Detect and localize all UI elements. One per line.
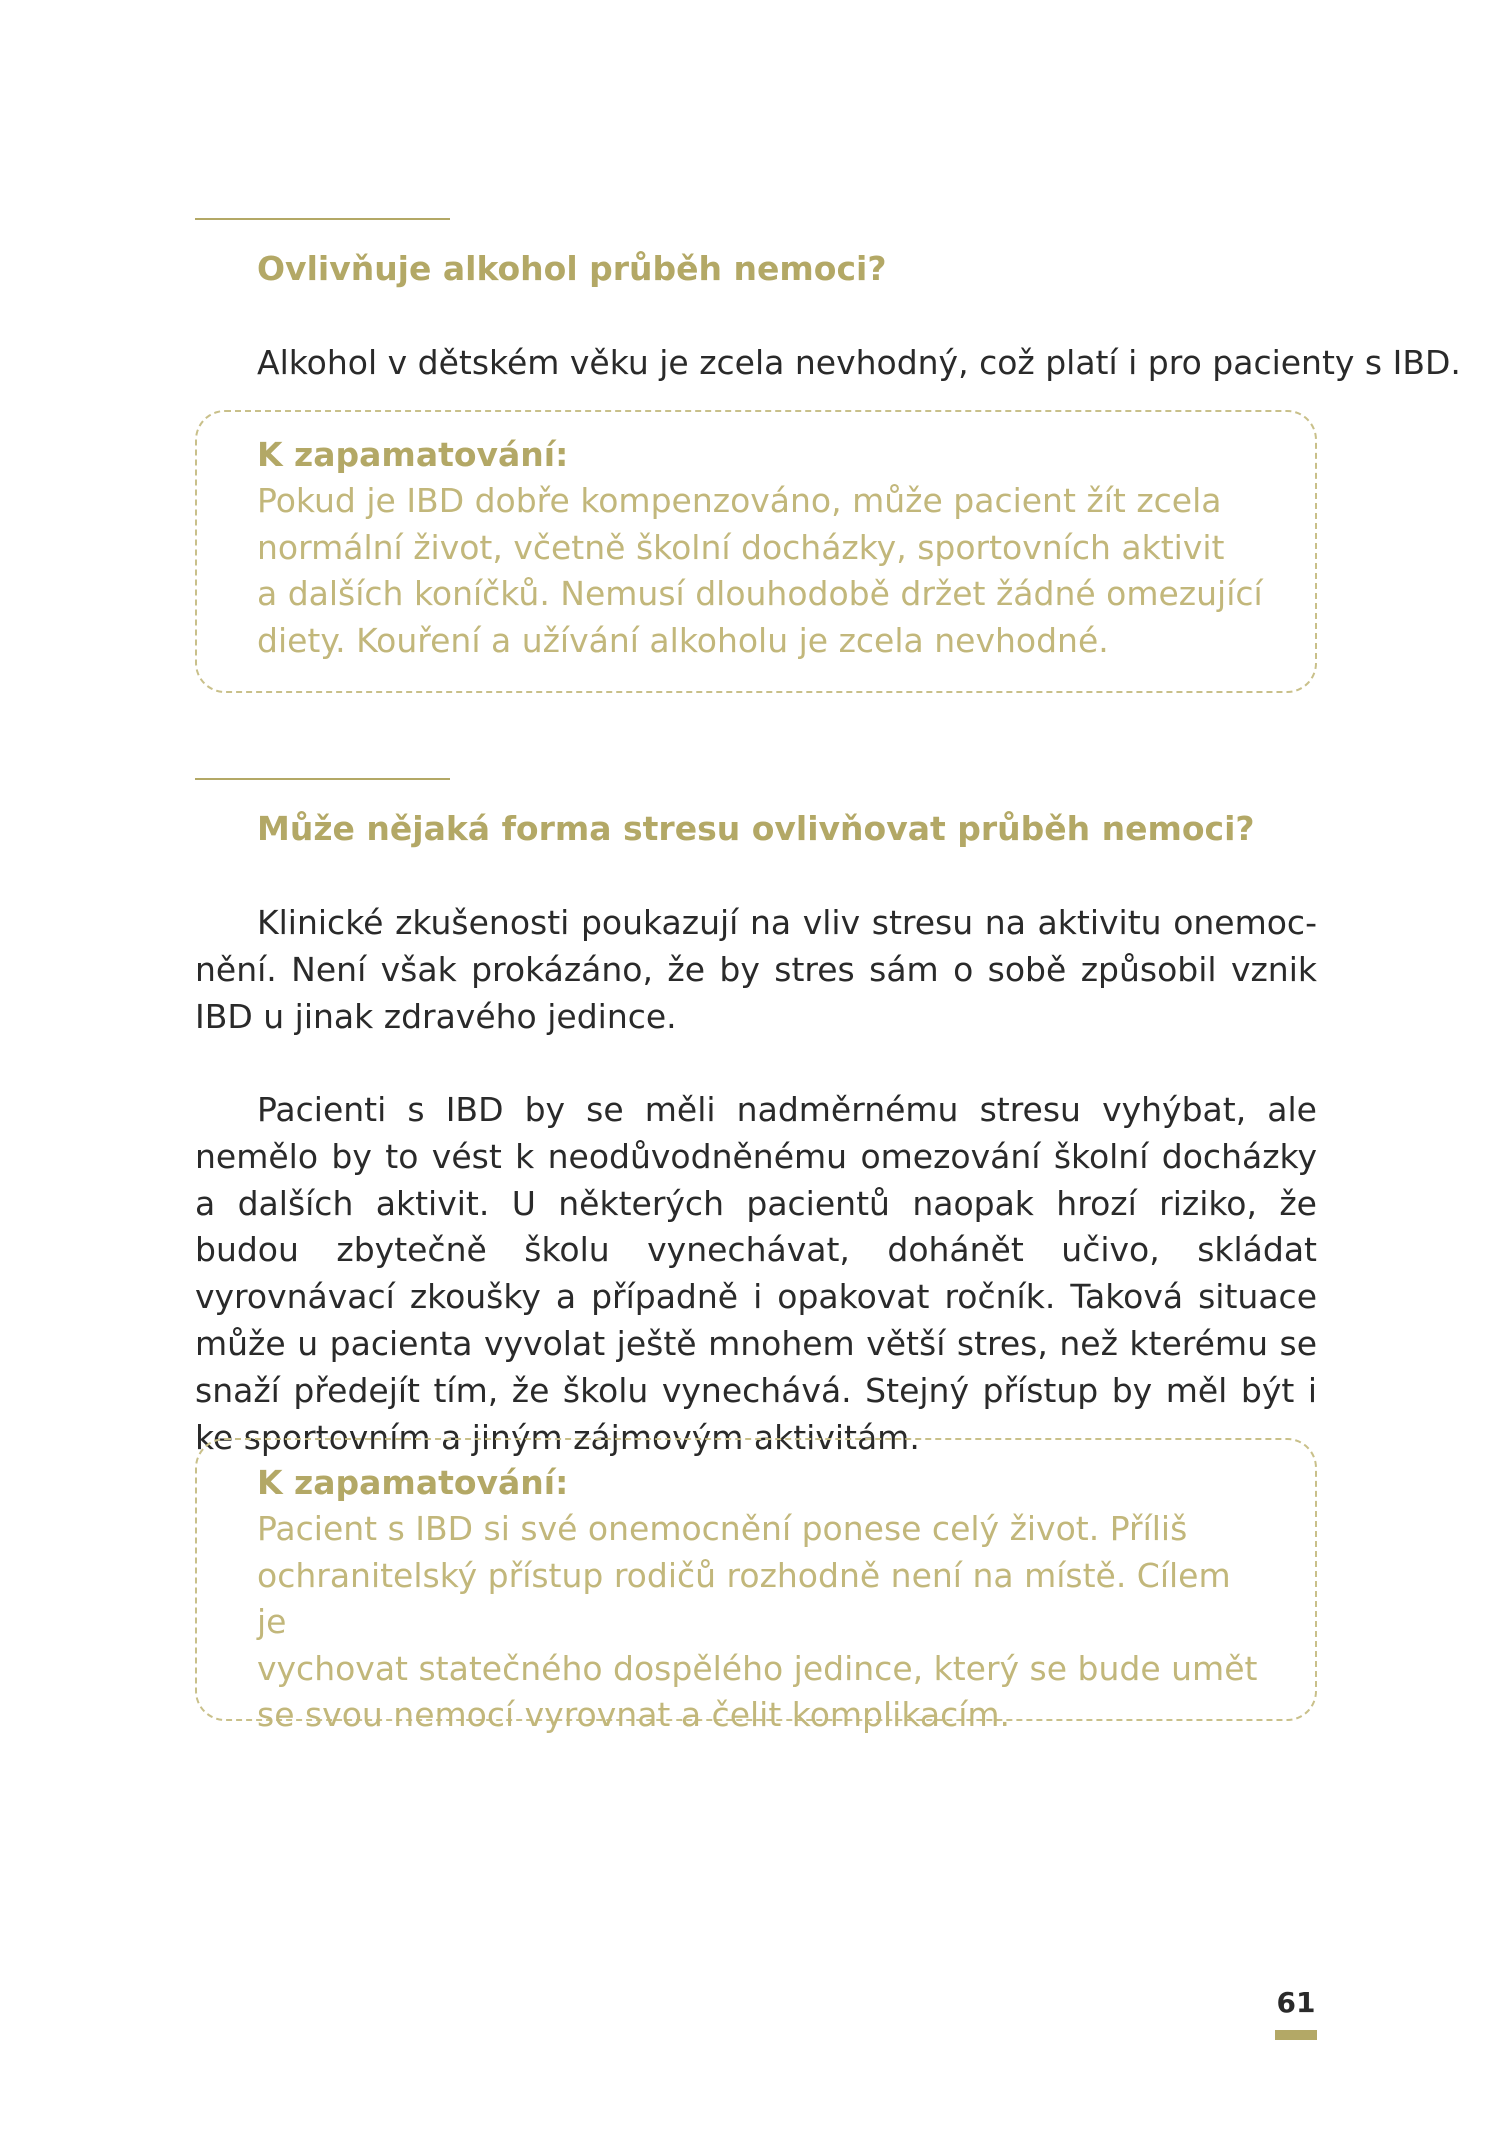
- section-divider: [195, 778, 450, 780]
- body-paragraph: Pacienti s IBD by se měli nadměrnému stresu vyhýbat, ale nemělo by to vést k neodůvodněnému omezování školní docházky a dalších aktivit. U některých pacientů naopak hrozí riziko, že budou zbytečně školu vynechávat, dohánět učivo, skládat vyrovnávací zkoušky a případně i opakovat ročník. Taková situace může u pacienta vyvolat ještě mnohem větší stres, než kterému se snaží předejít tím, že školu vynechává. Stejný přístup by měl být i ke sportovním a jiným zájmovým aktivitám.: [195, 1090, 1317, 1457]
- section-question: Může nějaká forma stresu ovlivňovat průběh nemoci?: [257, 809, 1255, 848]
- section-question: Ovlivňuje alkohol průběh nemoci?: [257, 249, 887, 288]
- note-text: Pacient s IBD si své onemocnění ponese celý život. Příliš ochranitelský přístup rodičů rozhodně není na místě. Cílem je vychovat statečného dospělého jedince, který se bude umět se svou nemocí vyrovnat a čelit komplikacím.: [257, 1509, 1258, 1734]
- remember-note-box: [195, 410, 1317, 693]
- body-paragraph: Alkohol v dětském věku je zcela nevhodný, což platí i pro pacienty s IBD.: [257, 343, 1461, 382]
- page-number-bar: [1275, 2030, 1317, 2040]
- section-divider: [195, 218, 450, 220]
- page-number: 61: [1276, 1986, 1316, 2019]
- body-paragraph: Klinické zkušenosti poukazují na vliv stresu na aktivitu onemocnění. Není však prokázáno, že by stres sám o sobě způsobil vznik IBD u jinak zdravého jedince.: [195, 903, 1317, 1036]
- note-title: K zapamatování:: [257, 435, 569, 474]
- note-title: K zapamatování:: [257, 1463, 569, 1502]
- remember-note-box: [195, 1438, 1317, 1734]
- note-text: Pokud je IBD dobře kompenzováno, může pacient žít zcela normální život, včetně školní docházky, sportovních aktivit a dalších koníčků. Nemusí dlouhodobě držet žádné omezující diety. Kouření a užívání alkoholu je zcela nevhodné.: [257, 481, 1263, 660]
